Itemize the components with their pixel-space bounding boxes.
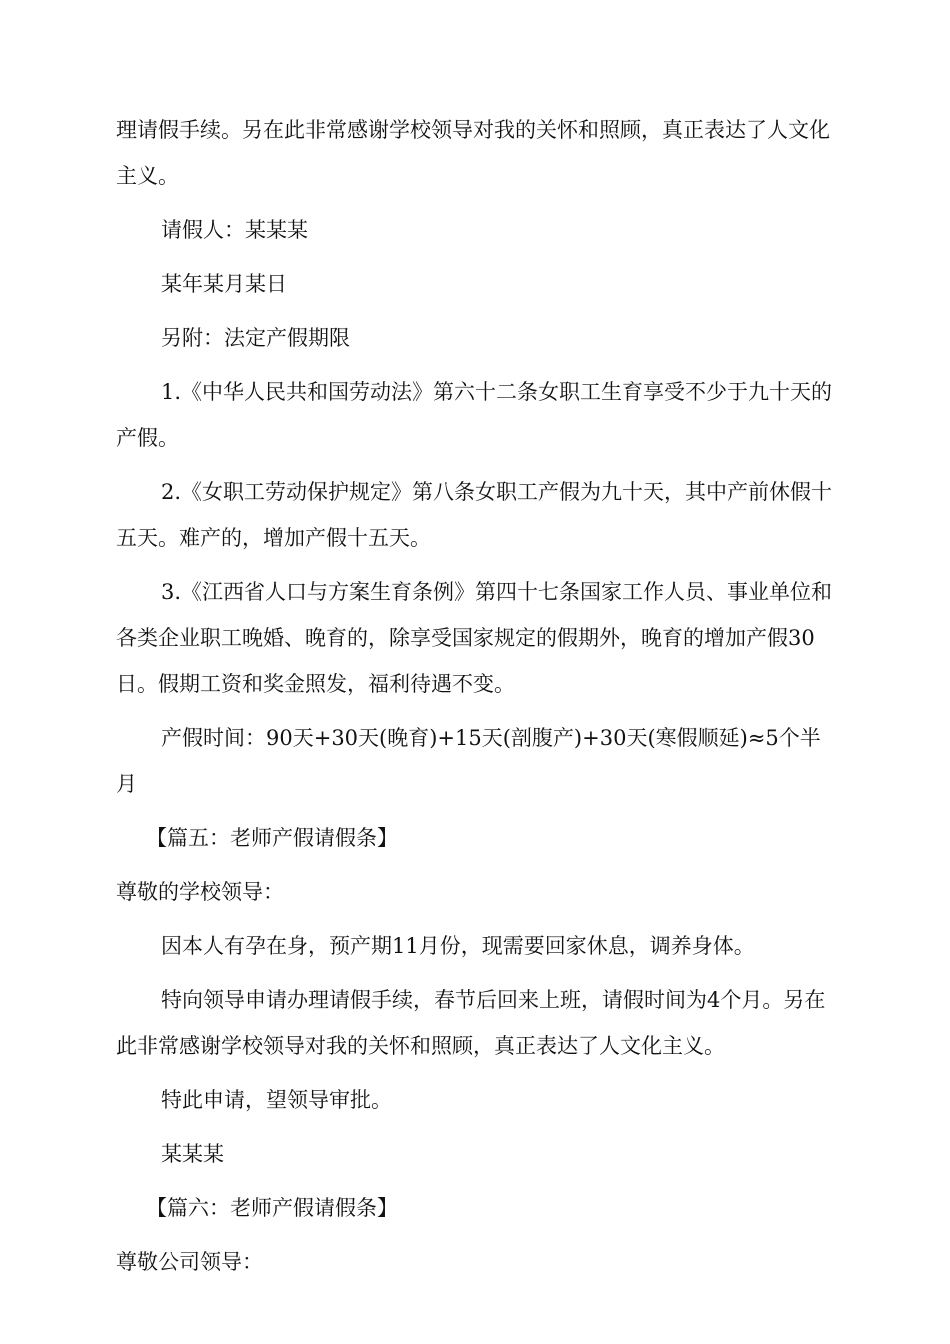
law-item-2: 2.《女职工劳动保护规定》第八条女职工产假为九十天，其中产前休假十五天。难产的，增加产假十五天。 — [116, 480, 833, 550]
leave-duration: 产假时间：90天+30天(晚育)+15天(剖腹产)+30天(寒假顺延)≈5个半月 — [116, 726, 821, 796]
applicant-line: 请假人：某某某 — [161, 218, 308, 242]
paragraph: 因本人有孕在身，预产期11月份，现需要回家休息，调养身体。 — [161, 934, 755, 958]
paragraph: 理请假手续。另在此非常感谢学校领导对我的关怀和照顾，真正表达了人文化主义。 — [116, 118, 830, 188]
closing-line: 特此申请，望领导审批。 — [161, 1088, 392, 1112]
date-line: 某年某月某日 — [161, 272, 287, 296]
section-heading-6: 【篇六：老师产假请假条】 — [146, 1196, 398, 1220]
paragraph: 特向领导申请办理请假手续，春节后回来上班，请假时间为4个月。另在此非常感谢学校领导对我的关怀和照顾，真正表达了人文化主义。 — [116, 988, 826, 1058]
law-item-3: 3.《江西省人口与方案生育条例》第四十七条国家工作人员、事业单位和各类企业职工晚婚、晚育的，除享受国家规定的假期外，晚育的增加产假30日。假期工资和奖金照发，福利待遇不变。 — [116, 580, 833, 696]
appendix-title: 另附：法定产假期限 — [161, 326, 350, 350]
salutation: 尊敬公司领导： — [116, 1250, 263, 1274]
salutation: 尊敬的学校领导： — [116, 880, 284, 904]
law-item-1: 1.《中华人民共和国劳动法》第六十二条女职工生育享受不少于九十天的产假。 — [116, 380, 833, 450]
signature-line: 某某某 — [161, 1142, 224, 1166]
section-heading-5: 【篇五：老师产假请假条】 — [146, 826, 398, 850]
document-body — [116, 107, 836, 1293]
